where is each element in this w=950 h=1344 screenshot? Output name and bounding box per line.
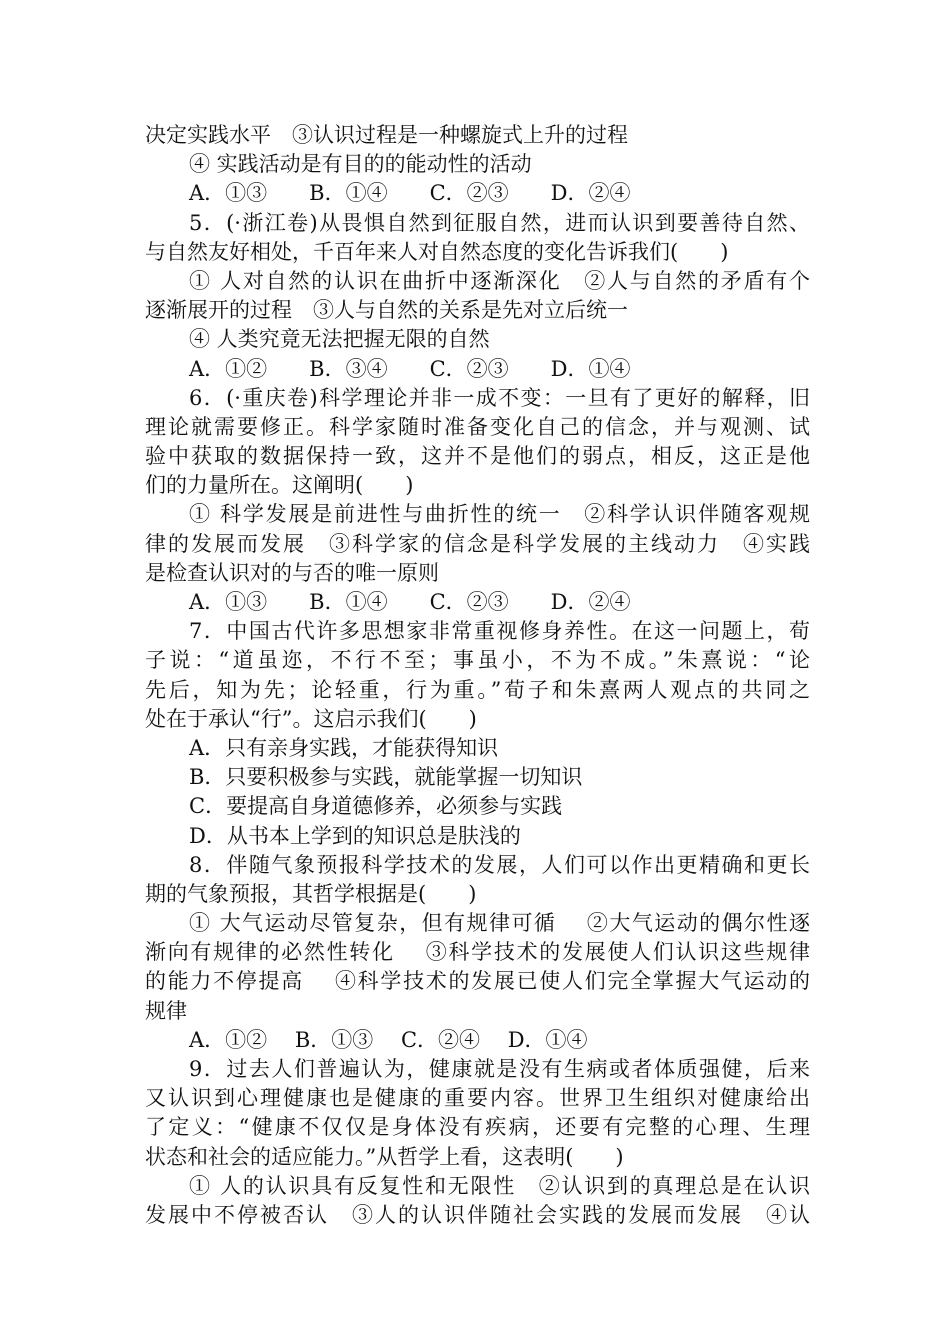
text-line: 逐渐展开的过程 ③人与自然的关系是先对立后统一 xyxy=(145,298,628,323)
text-line: 发展中不停被否认 ③人的认识伴随社会实践的发展而发展 ④认 xyxy=(145,1202,810,1227)
text-line: 6．(·重庆卷)科学理论并非一成不变：一旦有了更好的解释，旧 xyxy=(189,385,810,410)
text-line: 了定义：“健康不仅仅是身体没有疾病，还要有完整的心理、生理 xyxy=(145,1115,810,1140)
text-line: 律的发展而发展 ③科学家的信念是科学发展的主线动力 ④实践 xyxy=(145,531,810,556)
text-line: ① 大气运动尽管复杂，但有规律可循 ②大气运动的偶尔性逐 xyxy=(189,911,810,936)
text-line: 又认识到心理健康也是健康的重要内容。世界卫生组织对健康给出 xyxy=(145,1086,810,1111)
text-line: 处在于承认“行”。这启示我们( ) xyxy=(145,706,477,731)
text-line: A．只有亲身实践，才能获得知识 xyxy=(189,735,499,760)
text-line: 8．伴随气象预报科学技术的发展，人们可以作出更精确和更长 xyxy=(189,852,810,877)
text-line: 与自然友好相处，千百年来人对自然态度的变化告诉我们( ) xyxy=(145,239,729,264)
text-line: 是检查认识对的与否的唯一原则 xyxy=(145,560,439,585)
text-line: 渐向有规律的必然性转化 ③科学技术的发展使人们认识这些规律 xyxy=(145,940,810,965)
text-line: 期的气象预报，其哲学根据是( ) xyxy=(145,881,477,906)
text-line: ④ 人类究竟无法把握无限的自然 xyxy=(189,327,490,352)
document-body xyxy=(145,121,810,1230)
text-line: B．只要积极参与实践，就能掌握一切知识 xyxy=(189,765,583,790)
text-line: C．要提高自身道德修养，必须参与实践 xyxy=(189,794,563,819)
text-line: 子说：“道虽迩，不行不至；事虽小，不为不成。”朱熹说：“论 xyxy=(145,648,810,673)
text-line: 们的力量所在。这阐明( ) xyxy=(145,473,414,498)
text-line: A．①③ B．①④ C．②③ D．②④ xyxy=(189,181,631,206)
text-line: 验中获取的数据保持一致，这并不是他们的弱点，相反，这正是他 xyxy=(145,444,810,469)
text-line: ① 人的认识具有反复性和无限性 ②认识到的真理总是在认识 xyxy=(189,1173,810,1198)
text-line: 5．(·浙江卷)从畏惧自然到征服自然，进而认识到要善待自然、 xyxy=(189,210,810,235)
text-line: 7．中国古代许多思想家非常重视修身养性。在这一问题上，荀 xyxy=(189,619,810,644)
text-line: A．①② B．①③ C．②④ D．①④ xyxy=(189,1027,588,1052)
text-line: 决定实践水平 ③认识过程是一种螺旋式上升的过程 xyxy=(145,123,628,147)
text-line: 规律 xyxy=(145,998,187,1023)
text-line: A．①③ B．①④ C．②③ D．②④ xyxy=(189,590,631,614)
text-line: 先后，知为先；论轻重，行为重。”荀子和朱熹两人观点的共同之 xyxy=(145,677,810,702)
text-line: ④ 实践活动是有目的的能动性的活动 xyxy=(189,152,532,177)
text-line: 状态和社会的适应能力。”从哲学上看，这表明( ) xyxy=(145,1144,624,1169)
text-line: ① 人对自然的认识在曲折中逐渐深化 ②人与自然的矛盾有个 xyxy=(189,268,810,293)
text-line: 9．过去人们普遍认为，健康就是没有生病或者体质强健，后来 xyxy=(189,1057,810,1081)
text-line: D．从书本上学到的知识总是肤浅的 xyxy=(189,823,521,848)
text-line: ① 科学发展是前进性与曲折性的统一 ②科学认识伴随客观规 xyxy=(189,502,810,527)
text-line: A．①② B．③④ C．②③ D．①④ xyxy=(189,356,631,381)
text-line: 的能力不停提高 ④科学技术的发展已使人们完全掌握大气运动的 xyxy=(145,969,810,994)
text-line: 理论就需要修正。科学家随时准备变化自己的信念，并与观测、试 xyxy=(145,414,810,439)
